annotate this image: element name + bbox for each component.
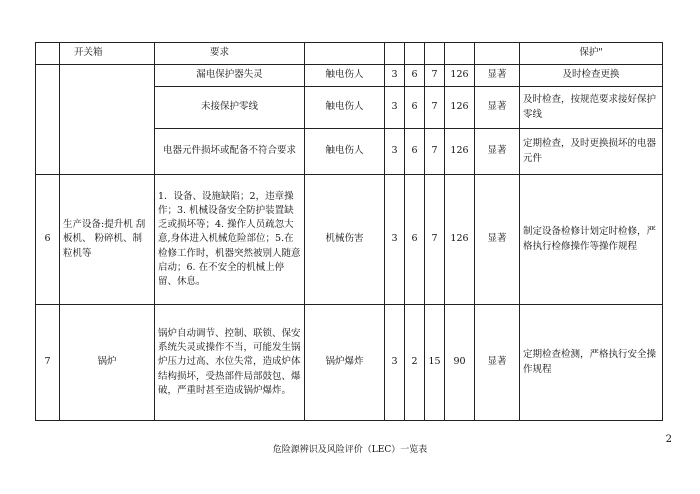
cell <box>475 43 520 65</box>
measure-cell: 及时检查，按规范要求接好保护零线 <box>520 87 663 129</box>
l-cell: 3 <box>385 305 405 421</box>
header-requirement: 要求 <box>155 43 305 65</box>
header-protection: 保护" <box>520 43 663 65</box>
item-cell: 锅炉 <box>60 305 155 421</box>
e-cell: 6 <box>405 65 425 87</box>
table-header-row <box>36 43 663 65</box>
d-cell: 126 <box>445 175 475 305</box>
cell <box>36 65 60 175</box>
e-cell: 6 <box>405 87 425 129</box>
d-cell: 126 <box>445 129 475 175</box>
consequence-cell: 机械伤害 <box>305 175 385 305</box>
measure-cell: 及时检查更换 <box>520 65 663 87</box>
c-cell: 7 <box>425 175 445 305</box>
d-cell: 126 <box>445 87 475 129</box>
measure-cell: 定期检查检测，严格执行安全操作规程 <box>520 305 663 421</box>
risk-table <box>35 42 663 421</box>
measure-cell: 制定设备检修计划定时检修，严格执行检修操作等操作规程 <box>520 175 663 305</box>
hazard-cell: 未接保护零线 <box>155 87 305 129</box>
level-cell: 显著 <box>475 175 520 305</box>
e-cell: 6 <box>405 129 425 175</box>
consequence-cell: 锅炉爆炸 <box>305 305 385 421</box>
cell <box>385 43 405 65</box>
cell <box>425 43 445 65</box>
table-row <box>36 305 663 421</box>
table-row <box>36 65 663 87</box>
hazard-cell: 漏电保护器失灵 <box>155 65 305 87</box>
hazard-cell: 锅炉自动调节、控制、联锁、保安系统失灵或操作不当，可能发生锅炉压力过高、水位失常，造成炉体结构损坏，受热部件局部鼓包、爆破，严重时甚至造成锅炉爆炸。 <box>155 305 305 421</box>
hazard-cell: 1．设备、设施缺陷；2，违章操作；3. 机械设备安全防护装置缺乏或损坏等；4. 操作人员疏忽大意,身体进入机械危险部位；5.在检修工作时，机器突然被别人随意启动；6. 在不安全的机械上停留、休息。 <box>155 175 305 305</box>
level-cell: 显著 <box>475 65 520 87</box>
l-cell: 3 <box>385 175 405 305</box>
e-cell: 6 <box>405 175 425 305</box>
e-cell: 2 <box>405 305 425 421</box>
c-cell: 7 <box>425 65 445 87</box>
consequence-cell: 触电伤人 <box>305 129 385 175</box>
cell <box>36 43 60 65</box>
row-number: 6 <box>36 175 60 305</box>
row-number: 7 <box>36 305 60 421</box>
consequence-cell: 触电伤人 <box>305 87 385 129</box>
d-cell: 126 <box>445 65 475 87</box>
level-cell: 显著 <box>475 129 520 175</box>
hazard-cell: 电器元件损坏或配备不符合要求 <box>155 129 305 175</box>
level-cell: 显著 <box>475 305 520 421</box>
cell <box>60 65 155 175</box>
measure-cell: 定期检查，及时更换损坏的电器元件 <box>520 129 663 175</box>
cell <box>305 43 385 65</box>
cell <box>405 43 425 65</box>
c-cell: 7 <box>425 87 445 129</box>
l-cell: 3 <box>385 87 405 129</box>
l-cell: 3 <box>385 65 405 87</box>
page-number: 2 <box>665 434 672 445</box>
l-cell: 3 <box>385 129 405 175</box>
c-cell: 7 <box>425 129 445 175</box>
consequence-cell: 触电伤人 <box>305 65 385 87</box>
c-cell: 15 <box>425 305 445 421</box>
table-row <box>36 175 663 305</box>
cell <box>445 43 475 65</box>
level-cell: 显著 <box>475 87 520 129</box>
d-cell: 90 <box>445 305 475 421</box>
header-item: 开关箱 <box>60 43 155 65</box>
item-cell: 生产设备:提升机 刮板机、 粉碎机、制粒机等 <box>60 175 155 305</box>
page-footer: 危险源辨识及风险评价（LEC）一览表 <box>272 445 428 455</box>
